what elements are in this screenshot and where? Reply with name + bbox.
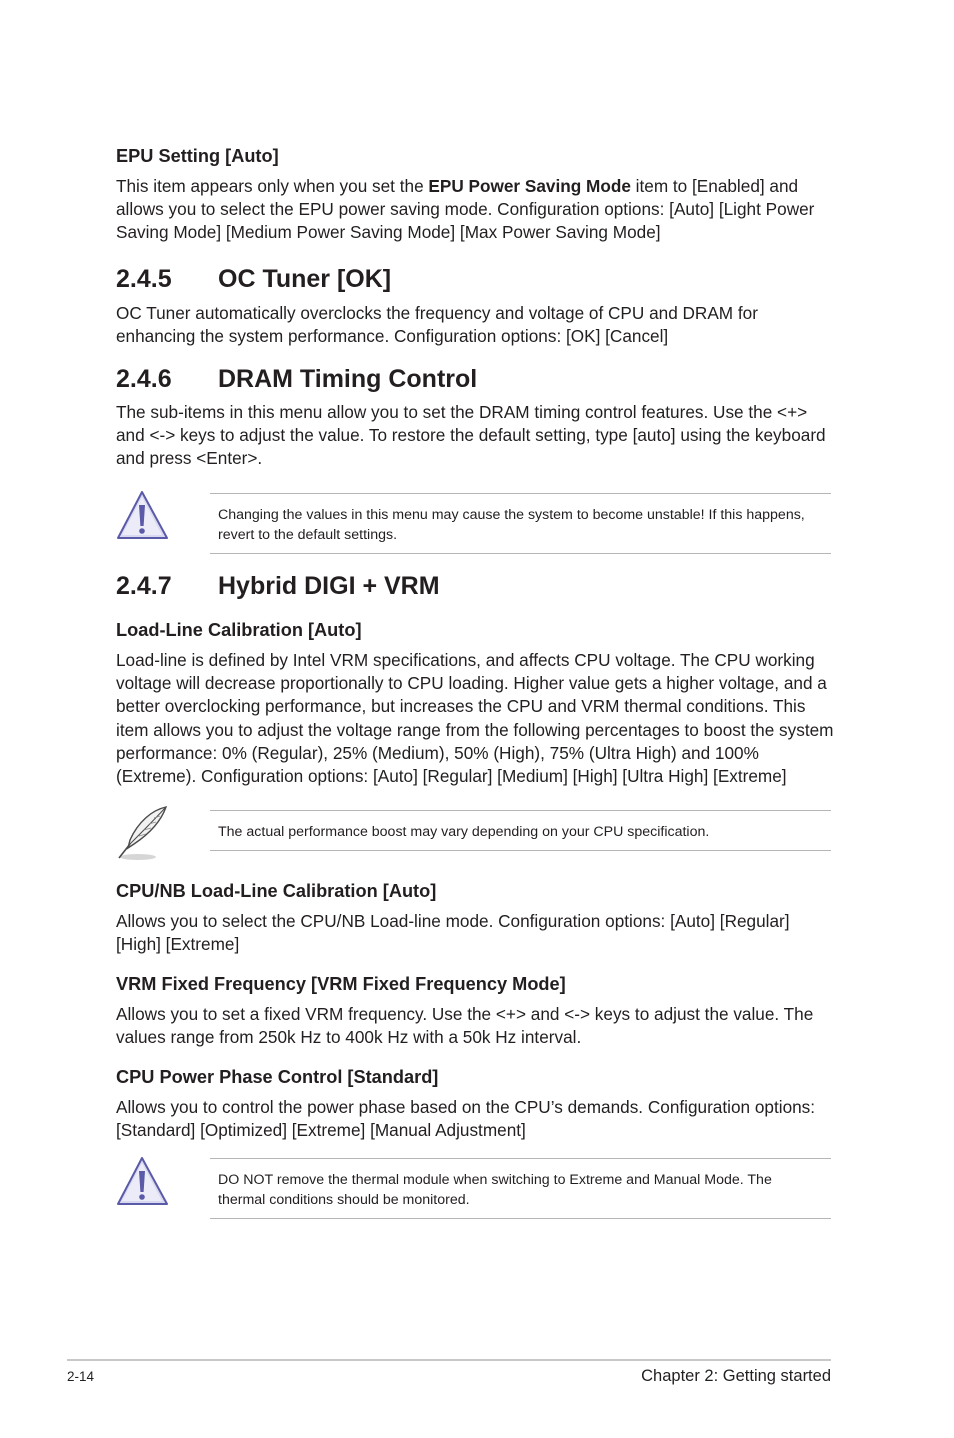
epu-setting-heading: EPU Setting [Auto] bbox=[116, 146, 279, 166]
warning-triangle-icon bbox=[114, 488, 170, 544]
warning-triangle-icon bbox=[114, 1154, 170, 1210]
vrm-frequency-description: Allows you to set a fixed VRM frequency. Use the <+> and <-> keys to adjust the value. The values range from 250k Hz to 400k Hz with a 50k Hz interval. bbox=[116, 1004, 814, 1048]
page-number: 2-14 bbox=[67, 1369, 95, 1384]
power-phase-heading: CPU Power Phase Control [Standard] bbox=[116, 1067, 439, 1087]
section-oc-tuner-title bbox=[116, 264, 391, 294]
note-box bbox=[210, 810, 831, 851]
cpunb-llc-description: Allows you to select the CPU/NB Load-line mode. Configuration options: [Auto] [Regular] [High] [Extreme] bbox=[116, 911, 790, 955]
epu-setting-description bbox=[116, 175, 836, 245]
section-title: DRAM Timing Control bbox=[218, 365, 478, 393]
llc-description: Load-line is defined by Intel VRM specifications, and affects CPU voltage. The CPU working voltage will decrease proportionally to CPU loading. Higher value gets a higher voltage, and a better overclocking performance, but increases the CPU and VRM thermal conditions. This item allows you to adjust the voltage range from the following percentages to boost the system performance: 0% (Regular), 25% (Medium), 50% (High), 75% (Ultra High) and 100% (Extreme). Configuration options: [Auto] [Regular] [Medium] [High] [Ultra High] [Extreme] bbox=[116, 650, 834, 787]
chapter-title: Chapter 2: Getting started bbox=[641, 1367, 831, 1385]
epu-text-before: This item appears only when you set the bbox=[116, 176, 429, 196]
cpunb-llc-heading: CPU/NB Load-Line Calibration [Auto] bbox=[116, 881, 437, 901]
footer-divider bbox=[67, 1359, 831, 1361]
power-phase-description: Allows you to control the power phase based on the CPU’s demands. Configuration options: [Standard] [Optimized] [Extreme] [Manual Adjustment] bbox=[116, 1097, 816, 1141]
dram-timing-description: The sub-items in this menu allow you to set the DRAM timing control features. Use the <+> and <-> keys to adjust the value. To restore the default setting, type [auto] using the keyboard and press <Enter>. bbox=[116, 402, 826, 469]
warning-text: DO NOT remove the thermal module when switching to Extreme and Manual Mode. The thermal conditions should be monitored. bbox=[218, 1172, 772, 1208]
oc-tuner-description: OC Tuner automatically overclocks the frequency and voltage of CPU and DRAM for enhancing the system performance. Configuration options: [OK] [Cancel] bbox=[116, 303, 758, 347]
warning-text: Changing the values in this menu may cause the system to become unstable! If this happens, revert to the default settings. bbox=[218, 507, 805, 543]
epu-text-bold: EPU Power Saving Mode bbox=[428, 176, 631, 196]
note-text: The actual performance boost may vary depending on your CPU specification. bbox=[218, 824, 710, 840]
section-title: OC Tuner [OK] bbox=[218, 265, 392, 293]
warning-box bbox=[210, 493, 831, 554]
quill-pen-icon bbox=[114, 804, 170, 860]
epu-text-after: item to [Enabled] and allows you to select the EPU power saving mode. Configuration options: [Auto] [Light Power Saving Mode] [Medium Power Saving Mode] [Max Power Saving Mode] bbox=[116, 176, 815, 243]
section-title: Hybrid DIGI + VRM bbox=[218, 572, 440, 600]
warning-box bbox=[210, 1158, 831, 1219]
section-dram-timing-title bbox=[116, 364, 477, 394]
vrm-frequency-heading: VRM Fixed Frequency [VRM Fixed Frequency Mode] bbox=[116, 974, 566, 994]
section-number: 2.4.6 bbox=[116, 365, 172, 393]
section-number: 2.4.7 bbox=[116, 572, 172, 600]
llc-heading: Load-Line Calibration [Auto] bbox=[116, 620, 362, 640]
section-hybrid-digi-title bbox=[116, 571, 440, 601]
section-number: 2.4.5 bbox=[116, 265, 172, 293]
